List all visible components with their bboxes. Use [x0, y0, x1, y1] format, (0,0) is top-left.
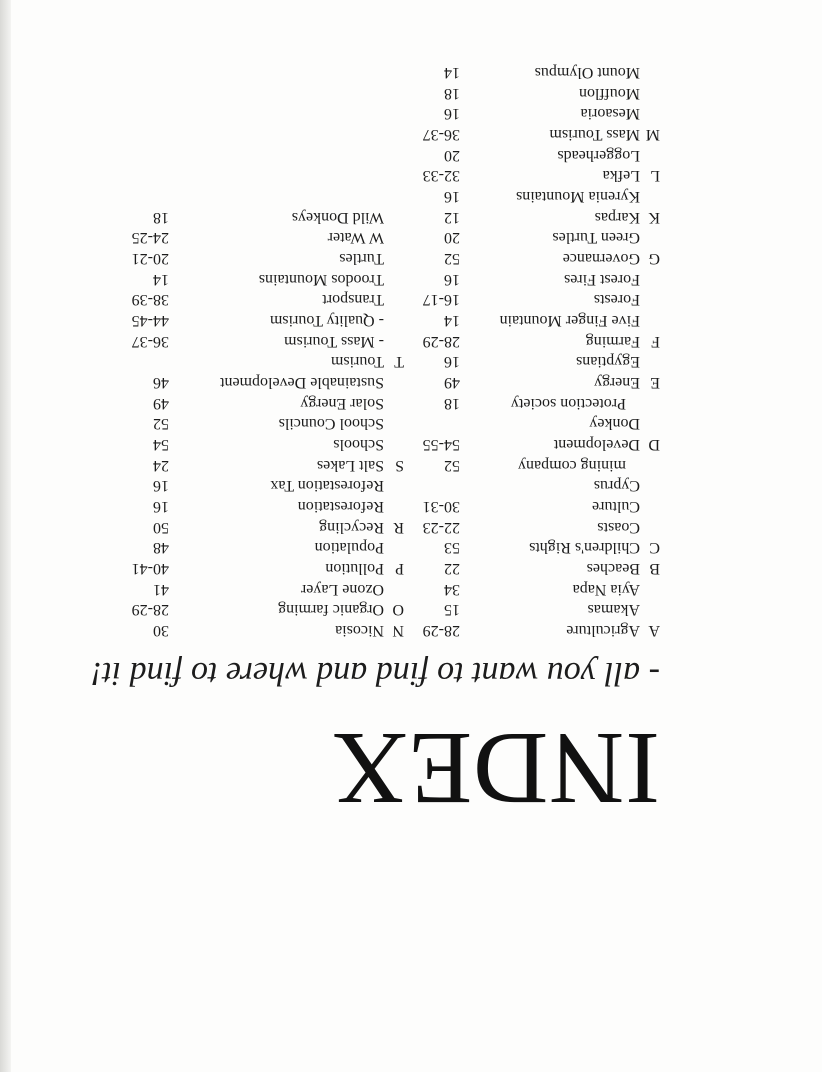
index-term: mining company: [518, 456, 626, 474]
index-entry: [410, 619, 660, 640]
index-entry: [410, 61, 660, 82]
index-entry: [410, 123, 660, 144]
index-entry: [114, 330, 404, 351]
index-section-letter: K: [648, 208, 660, 226]
index-page-numbers: 46: [153, 373, 169, 391]
index-term: Pollution: [325, 559, 384, 577]
index-page-numbers: 14: [153, 270, 169, 288]
index-entry: [114, 516, 404, 537]
index-page-numbers: 22-23: [422, 518, 460, 536]
index-entry: [114, 475, 404, 496]
index-term: Ayia Napa: [572, 580, 640, 598]
index-page-numbers: 36-37: [422, 125, 460, 143]
index-term: Egyptians: [576, 353, 640, 371]
index-term: Protection society: [510, 394, 626, 412]
index-term: Sustainable Development: [220, 373, 384, 391]
index-entry: [114, 578, 404, 599]
index-entry: [114, 413, 404, 434]
index-page-numbers: 14: [444, 311, 460, 329]
index-page-numbers: 16-17: [422, 291, 460, 309]
index-page-numbers: 40-41: [131, 559, 169, 577]
index-entry: [410, 309, 660, 330]
index-section-letter: C: [649, 539, 660, 557]
index-entry: [410, 268, 660, 289]
index-page-numbers: 16: [444, 187, 460, 205]
index-page-numbers: 18: [444, 84, 460, 102]
index-section-letter: N: [392, 622, 404, 639]
index-entry: [410, 495, 660, 516]
index-page-numbers: 20: [444, 146, 460, 164]
index-entry: [410, 247, 660, 268]
index-page-numbers: 54-55: [422, 435, 460, 453]
index-term: Mount Olympus: [534, 63, 640, 81]
index-term: Salt Lakes: [316, 456, 384, 474]
index-entry: [410, 144, 660, 165]
index-page-numbers: 16: [444, 105, 460, 123]
index-entry: [114, 247, 404, 268]
index-entry: [114, 309, 404, 330]
index-term: Transport: [322, 291, 384, 309]
index-section-letter: T: [394, 353, 404, 371]
index-entry: [410, 537, 660, 558]
index-term: Cyprus: [593, 477, 640, 495]
index-term: Development: [553, 435, 640, 453]
index-section-letter: B: [649, 559, 660, 577]
index-term: Akamas: [587, 601, 640, 619]
index-term: Mass Tourism: [549, 125, 640, 143]
index-section-letter: S: [395, 456, 404, 474]
index-term: Karpas: [594, 208, 640, 226]
index-entry: [114, 392, 404, 413]
index-subtitle: - all you want to find and where to find it!: [90, 655, 660, 692]
index-term: Mesaoria: [580, 105, 640, 123]
index-section-letter: L: [650, 167, 660, 185]
index-entry: [114, 433, 404, 454]
index-term: Donkey: [589, 415, 640, 433]
index-term: Governance: [562, 249, 640, 267]
index-term: Solar Energy: [300, 394, 384, 412]
index-entry: [410, 578, 660, 599]
index-term: Troodos Mountains: [258, 270, 384, 288]
index-entry: [114, 599, 404, 620]
index-entry: [410, 185, 660, 206]
index-entry: [114, 351, 404, 372]
index-section-letter: G: [648, 249, 660, 267]
index-page-numbers: 28-29: [131, 601, 169, 619]
index-section-letter: M: [645, 125, 660, 143]
index-page-numbers: 52: [153, 415, 169, 433]
index-entry: [114, 206, 404, 227]
index-entry: [410, 557, 660, 578]
index-term: Turtles: [339, 249, 384, 267]
index-term: Recycling: [319, 518, 384, 536]
index-term: Forest Fires: [564, 270, 640, 288]
index-section-letter: O: [392, 601, 404, 619]
index-term: Coasts: [597, 518, 640, 536]
index-term: Wild Donkeys: [291, 208, 384, 226]
index-section-letter: R: [393, 518, 404, 536]
index-page-numbers: 14: [444, 63, 460, 81]
index-entry: [410, 599, 660, 620]
index-page-numbers: 18: [444, 394, 460, 412]
index-term: Moufflon: [578, 84, 640, 102]
index-term: Five Finger Mountain: [499, 311, 640, 329]
index-page-numbers: 28-29: [422, 622, 460, 639]
index-page-numbers: 16: [444, 270, 460, 288]
index-column-1: [410, 61, 660, 640]
index-term: Nicosia: [335, 622, 384, 639]
index-page-numbers: 36-37: [131, 332, 169, 350]
index-term: Ozone Layer: [300, 580, 384, 598]
index-term: - Quality Tourism: [269, 311, 384, 329]
index-entry: [114, 454, 404, 475]
index-entry: [410, 289, 660, 310]
index-term: Children's Rights: [529, 539, 640, 557]
index-page-numbers: 30: [153, 622, 169, 639]
index-entry: [114, 371, 404, 392]
index-term: Beaches: [586, 559, 640, 577]
index-page-numbers: 18: [153, 208, 169, 226]
page-edge-shadow: [0, 0, 11, 1072]
index-term: Reforestation: [297, 497, 384, 515]
index-page-numbers: 49: [153, 394, 169, 412]
index-entry: [114, 227, 404, 248]
index-page-numbers: 15: [444, 601, 460, 619]
index-entry: [410, 330, 660, 351]
index-page-numbers: 24: [153, 456, 169, 474]
index-entry: [410, 371, 660, 392]
index-entry: [410, 165, 660, 186]
index-section-letter: D: [648, 435, 660, 453]
index-term: - Mass Tourism: [284, 332, 384, 350]
index-entry: [410, 413, 660, 434]
index-term: Green Turtles: [552, 229, 640, 247]
index-page-numbers: 54: [153, 435, 169, 453]
index-term: Forests: [593, 291, 640, 309]
index-entry: [410, 516, 660, 537]
index-entry: [114, 495, 404, 516]
index-page-numbers: 30-31: [422, 497, 460, 515]
index-page-numbers: 41: [153, 580, 169, 598]
index-page-numbers: 49: [444, 373, 460, 391]
index-term: Farming: [585, 332, 640, 350]
index-entry: [114, 619, 404, 640]
index-page-numbers: 52: [444, 249, 460, 267]
index-section-letter: F: [651, 332, 660, 350]
index-page-numbers: 16: [153, 497, 169, 515]
index-page-numbers: 28-29: [422, 332, 460, 350]
index-entry: [114, 289, 404, 310]
index-entry: [114, 268, 404, 289]
index-term: School Councils: [278, 415, 384, 433]
index-term: Organic farming: [278, 601, 384, 619]
index-entry: [410, 227, 660, 248]
index-page-numbers: 50: [153, 518, 169, 536]
index-column-2: [114, 206, 404, 640]
index-title: INDEX: [331, 711, 660, 826]
index-page-numbers: 20-21: [131, 249, 169, 267]
index-term: Energy: [594, 373, 640, 391]
index-term: Population: [314, 539, 384, 557]
index-entry: [410, 454, 660, 475]
index-entry: [410, 475, 660, 496]
index-term: Lefka: [602, 167, 640, 185]
index-page-numbers: 52: [444, 456, 460, 474]
index-term: Schools: [333, 435, 384, 453]
index-page-numbers: 34: [444, 580, 460, 598]
index-page-numbers: 38-39: [131, 291, 169, 309]
index-page-numbers: 22: [444, 559, 460, 577]
index-entry: [410, 351, 660, 372]
index-section-letter: E: [650, 373, 660, 391]
index-term: Reforestation Tax: [270, 477, 384, 495]
index-entry: [410, 82, 660, 103]
index-entry: [410, 392, 660, 413]
index-term: Kyrenia Mountains: [516, 187, 640, 205]
index-term: Loggerheads: [557, 146, 640, 164]
index-page-numbers: 44-45: [131, 311, 169, 329]
index-term: Agriculture: [566, 622, 640, 639]
index-entry: [410, 103, 660, 124]
index-page-numbers: 20: [444, 229, 460, 247]
index-term: Tourism: [330, 353, 384, 371]
index-entry: [410, 433, 660, 454]
index-page-numbers: 32-33: [422, 167, 460, 185]
index-page-numbers: 48: [153, 539, 169, 557]
index-section-letter: A: [648, 622, 660, 639]
index-term: Culture: [592, 497, 640, 515]
index-page-numbers: 12: [444, 208, 460, 226]
index-entry: [114, 537, 404, 558]
index-section-letter: P: [395, 559, 404, 577]
index-page-numbers: 16: [153, 477, 169, 495]
index-entry: [410, 206, 660, 227]
index-page-numbers: 53: [444, 539, 460, 557]
index-page-numbers: 16: [444, 353, 460, 371]
index-page-numbers: 24-25: [131, 229, 169, 247]
index-entry: [114, 557, 404, 578]
index-term: W Water: [327, 229, 384, 247]
